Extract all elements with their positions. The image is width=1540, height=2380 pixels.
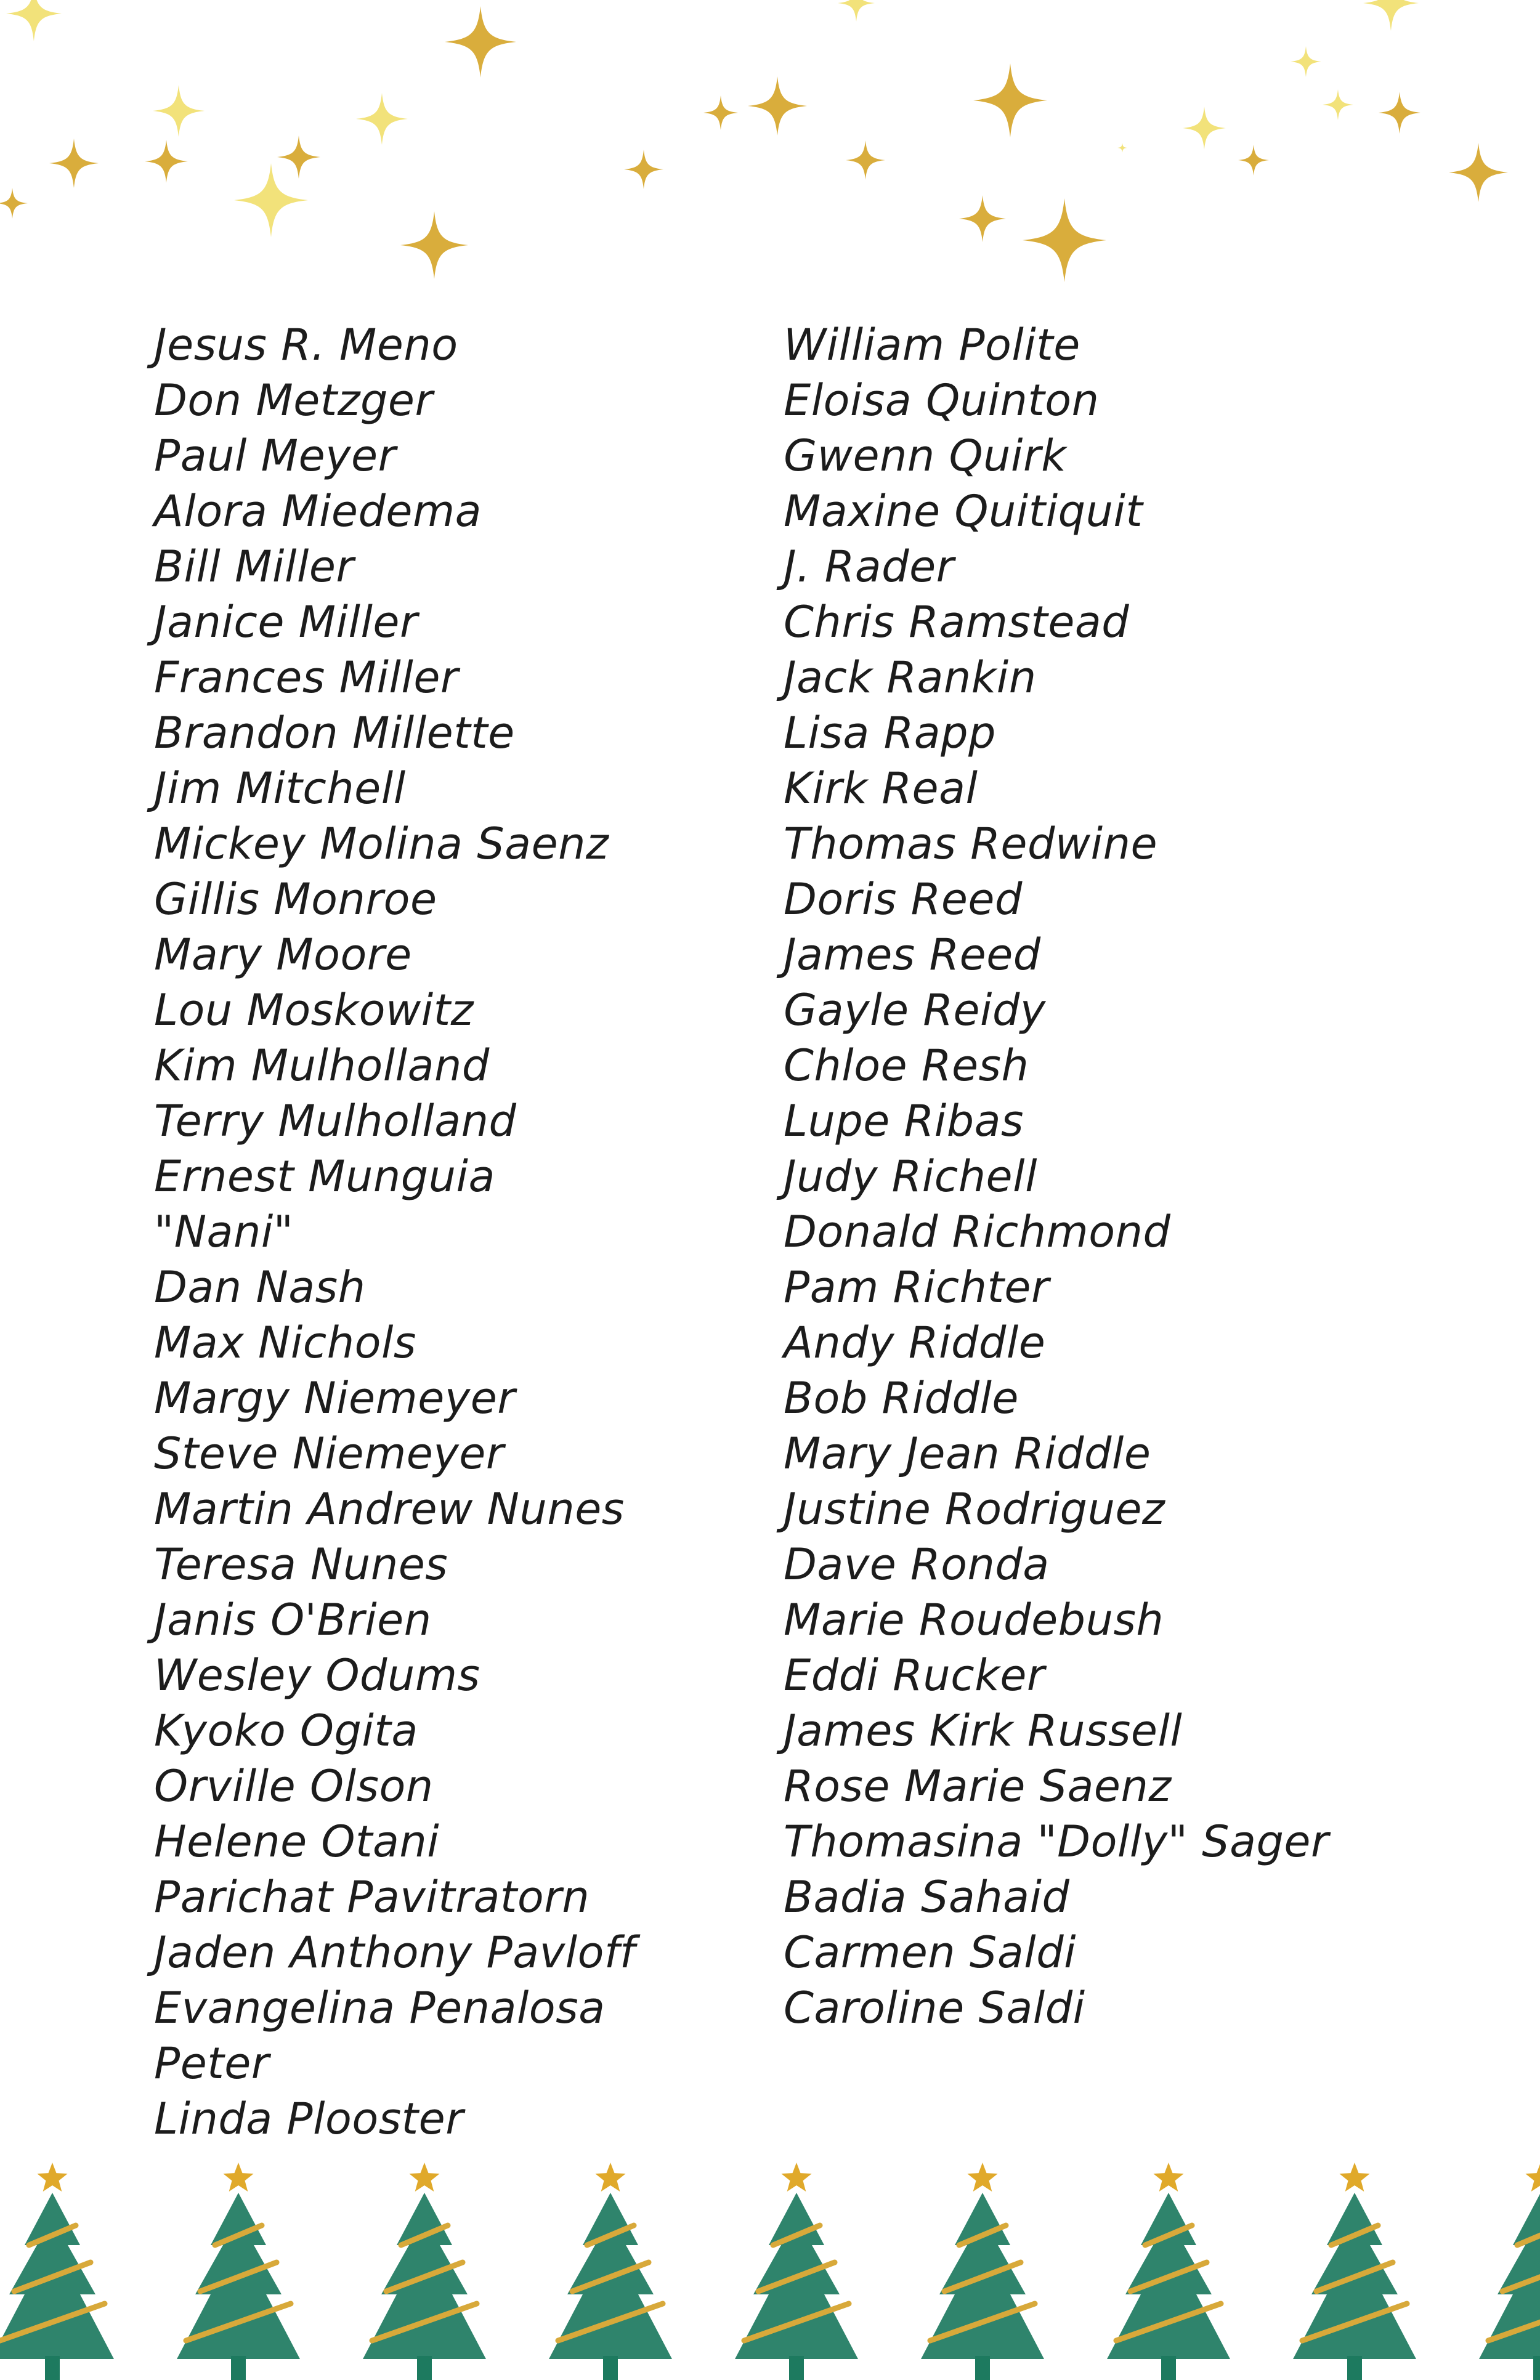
christmas-tree-icon [177, 2163, 300, 2380]
name-entry: Mary Jean Riddle [784, 1428, 1151, 1479]
christmas-tree-icon [1293, 2163, 1416, 2380]
name-entry: Dan Nash [154, 1262, 366, 1313]
name-entry: Mary Moore [154, 929, 412, 980]
sparkle-icon [1449, 143, 1508, 202]
name-entry: Lupe Ribas [784, 1096, 1024, 1146]
name-entry: Chloe Resh [784, 1040, 1029, 1091]
name-entry: Donald Richmond [784, 1207, 1171, 1257]
name-entry: Don Metzger [154, 375, 433, 426]
name-entry: Andy Riddle [784, 1318, 1046, 1368]
christmas-tree-icon [1479, 2163, 1540, 2380]
sparkle-icon [703, 95, 738, 130]
name-entry: Max Nichols [154, 1318, 416, 1368]
name-entry: Evangelina Penalosa [154, 1983, 606, 2033]
sparkle-icon [1183, 107, 1226, 150]
name-entry: Carmen Saldi [784, 1927, 1077, 1978]
name-entry: William Polite [784, 320, 1080, 370]
name-entry: Bob Riddle [784, 1373, 1019, 1423]
names-column-right [784, 317, 1329, 2036]
christmas-tree-icon [363, 2163, 486, 2380]
sparkle-icon [1238, 145, 1269, 176]
christmas-trees-border [0, 2153, 1540, 2380]
name-entry: Kim Mulholland [154, 1040, 490, 1091]
sparkle-icon [1117, 143, 1127, 153]
christmas-tree-icon [921, 2163, 1044, 2380]
christmas-tree-icon [735, 2163, 858, 2380]
name-entry: Helene Otani [154, 1816, 440, 1867]
name-entry: Jack Rankin [784, 652, 1037, 703]
name-entry: Kirk Real [784, 763, 978, 814]
name-entry: Parichat Pavitratorn [154, 1872, 590, 1922]
name-entry: Lisa Rapp [784, 708, 996, 758]
name-entry: Caroline Saldi [784, 1983, 1085, 2033]
name-entry: Dave Ronda [784, 1539, 1050, 1590]
name-entry: Janis O'Brien [154, 1595, 432, 1645]
name-entry: Alora Miedema [154, 486, 482, 536]
sparkle-icon [748, 76, 807, 136]
christmas-tree-icon [1107, 2163, 1230, 2380]
gold-sparkles-decoration [0, 0, 1540, 289]
sparkle-icon [973, 63, 1047, 137]
name-entry: Steve Niemeyer [154, 1428, 505, 1479]
name-entry: Marie Roudebush [784, 1595, 1164, 1645]
sparkle-icon [1363, 0, 1419, 31]
sparkle-icon [846, 140, 885, 180]
name-entry: Thomasina "Dolly" Sager [784, 1816, 1329, 1867]
name-entry: Justine Rodriguez [784, 1484, 1165, 1534]
name-entry: Chris Ramstead [784, 597, 1130, 647]
name-entry: Jesus R. Meno [154, 320, 458, 370]
name-entry: Martin Andrew Nunes [154, 1484, 625, 1534]
name-entry: Brandon Millette [154, 708, 515, 758]
sparkle-icon [1323, 89, 1353, 120]
name-entry: Lou Moskowitz [154, 985, 474, 1035]
name-entry: Doris Reed [784, 874, 1023, 925]
name-entry: Kyoko Ogita [154, 1706, 418, 1756]
name-entry: "Nani" [154, 1207, 294, 1257]
sparkle-icon [624, 150, 663, 189]
name-entry: Linda Plooster [154, 2094, 464, 2144]
sparkle-icon [49, 139, 99, 188]
sparkle-icon [400, 211, 468, 279]
name-entry: James Reed [784, 929, 1041, 980]
name-entry: Rose Marie Saenz [784, 1761, 1172, 1811]
sparkle-icon [445, 6, 516, 78]
sparkle-icon [1379, 92, 1420, 134]
name-entry: Teresa Nunes [154, 1539, 448, 1590]
name-entry: Mickey Molina Saenz [154, 819, 609, 869]
sparkle-icon [1023, 198, 1106, 282]
name-entry: Frances Miller [154, 652, 459, 703]
name-entry: Thomas Redwine [784, 819, 1158, 869]
sparkle-icon [234, 163, 308, 237]
name-entry: Gillis Monroe [154, 874, 437, 925]
sparkle-icon [277, 136, 320, 179]
names-column-left [154, 317, 635, 2147]
name-entry: Eloisa Quinton [784, 375, 1100, 426]
name-entry: Ernest Munguia [154, 1151, 495, 1202]
name-entry: Judy Richell [784, 1151, 1038, 1202]
name-entry: Gayle Reidy [784, 985, 1046, 1035]
name-entry: James Kirk Russell [784, 1706, 1183, 1756]
name-entry: Badia Sahaid [784, 1872, 1070, 1922]
sparkle-icon [959, 195, 1006, 242]
name-entry: Pam Richter [784, 1262, 1050, 1313]
name-entry: Jim Mitchell [154, 763, 406, 814]
sparkle-icon [153, 85, 205, 137]
name-entry: Eddi Rucker [784, 1650, 1045, 1701]
name-entry: Janice Miller [154, 597, 418, 647]
name-entry: Jaden Anthony Pavloff [154, 1927, 636, 1978]
sparkle-icon [6, 0, 62, 41]
name-entry: Orville Olson [154, 1761, 434, 1811]
name-entry: Paul Meyer [154, 431, 396, 481]
sparkle-icon [356, 93, 408, 145]
sparkle-icon [145, 140, 188, 183]
name-entry: Terry Mulholland [154, 1096, 517, 1146]
name-entry: Margy Niemeyer [154, 1373, 516, 1423]
sparkle-icon [1291, 46, 1321, 77]
name-entry: Maxine Quitiquit [784, 486, 1143, 536]
christmas-tree-icon [549, 2163, 672, 2380]
name-entry: J. Rader [784, 541, 954, 592]
christmas-tree-icon [0, 2163, 114, 2380]
name-entry: Gwenn Quirk [784, 431, 1067, 481]
sparkle-icon [0, 188, 28, 219]
sparkle-icon [838, 0, 875, 22]
name-entry: Wesley Odums [154, 1650, 480, 1701]
name-entry: Peter [154, 2038, 270, 2089]
name-entry: Bill Miller [154, 541, 354, 592]
